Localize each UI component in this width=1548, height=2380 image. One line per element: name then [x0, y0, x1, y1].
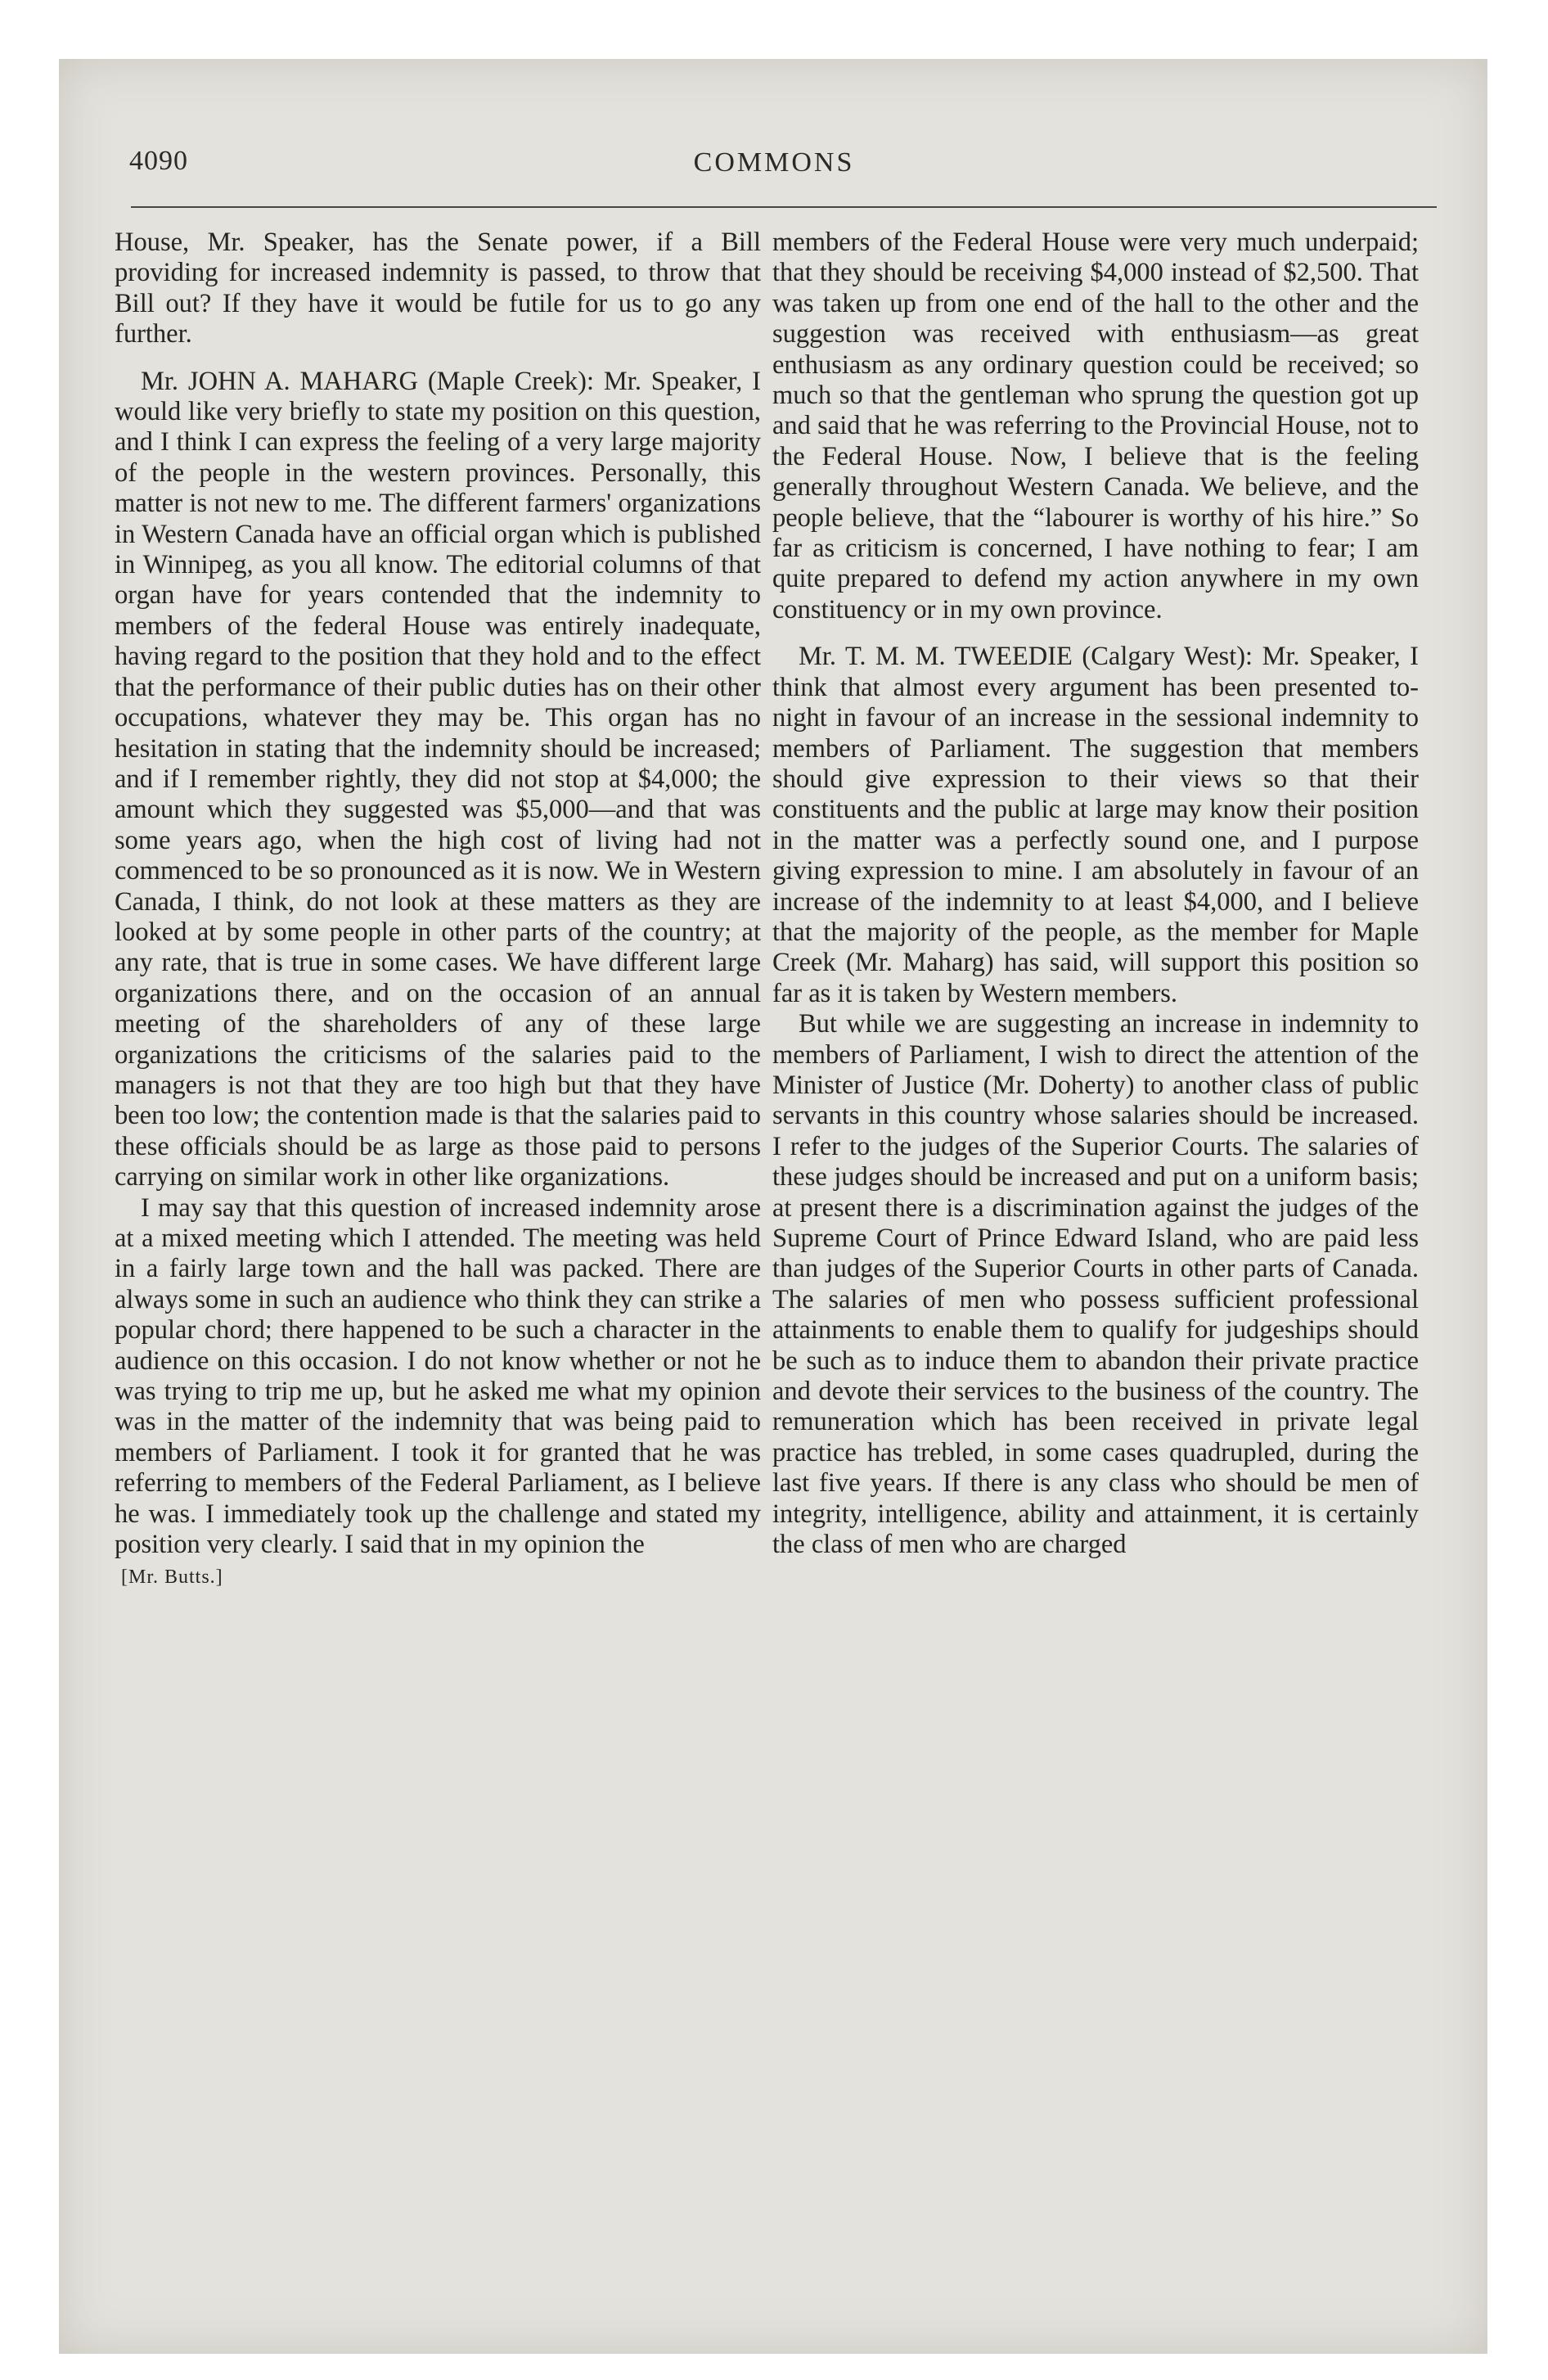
right-column	[772, 228, 1419, 1560]
paragraph-continued: House, Mr. Speaker, has the Senate power, if a Bill providing for increased indemnity is passed, to throw that Bill out? If they have it would be futile for us to go any further.	[115, 228, 761, 349]
header-rule	[131, 206, 1437, 208]
paragraph-continued-right: members of the Federal House were very much underpaid; that they should be receiving $4,000 instead of $2,500. That was taken up from one end of the hall to the other and the suggestion was received with enthusiasm—as great enthusiasm as any ordinary question could be received; so much so that the gentleman who sprung the question got up and said that he was referring to the Provincial House, not to the Federal House. Now, I believe that is the feeling generally throughout Western Canada. We believe, and the people believe, that the “labourer is worthy of his hire.” So far as criticism is concerned, I have nothing to fear; I am quite prepared to defend my action anywhere in my own constituency or in my own province.	[772, 228, 1419, 624]
page-number: 4090	[129, 146, 188, 176]
paragraph-mixed-meeting: I may say that this question of increased indemnity arose at a mixed meeting which I attended. The meeting was held in a fairly large town and the hall was packed. There are always some in such an audience who think they can strike a popular chord; there happened to be such a character in the audience on this occasion. I do not know whether or not he was trying to trip me up, but he asked me what my opinion was in the matter of the indemnity that was being paid to members of Parliament. I took it for granted that he was referring to members of the Federal Parliament, as I believe he was. I immediately took up the challenge and stated my position very clearly. I said that in my opinion the	[115, 1192, 761, 1560]
paragraph-judges-salaries: But while we are suggesting an increase in indemnity to members of Parliament, I wish to direct the attention of the Minister of Justice (Mr. Doherty) to another class of public servants in this country whose salaries should be increased. I refer to the judges of the Superior Courts. The salaries of these judges should be increased and put on a uniform basis; at present there is a discrimination against the judges of the Supreme Court of Prince Edward Island, who are paid less than judges of the Superior Courts in other parts of Canada. The salaries of men who possess sufficient professional attainments to enable them to qualify for judgeships should be such as to induce them to abandon their private practice and devote their services to the business of the country. The remuneration which has been received in private legal practice has trebled, in some cases quadrupled, during the last five years. If there is any class who should be men of integrity, intelligence, ability and attainment, it is certainly the class of men who are charged	[772, 1009, 1419, 1560]
speaker-attribution-footer: [Mr. Butts.]	[121, 1566, 223, 1589]
left-column	[115, 228, 761, 1589]
paragraph-maharg-speech: Mr. JOHN A. MAHARG (Maple Creek): Mr. Speaker, I would like very briefly to state my position on this question, and I think I can express the feeling of a very large majority of the people in the western provinces. Personally, this matter is not new to me. The different farmers' organizations in Western Canada have an official organ which is published in Winnipeg, as you all know. The editorial columns of that organ have for years contended that the indemnity to members of the federal House was entirely inadequate, having regard to the position that they hold and to the effect that the performance of their public duties has on their other occupations, whatever they may be. This organ has no hesitation in stating that the indemnity should be increased; and if I remember rightly, they did not stop at $4,000; the amount which they suggested was $5,000—and that was some years ago, when the high cost of living had not commenced to be so pronounced as it is now. We in Western Canada, I think, do not look at these matters as they are looked at by some people in other parts of the country; at any rate, that is true in some cases. We have different large organizations there, and on the occasion of an annual meeting of the shareholders of any of these large organizations the criticisms of the salaries paid to the managers is not that they are too high but that they have been too low; the contention made is that the salaries paid to these officials should be as large as those paid to persons carrying on similar work in other like organizations.	[115, 366, 761, 1192]
paragraph-tweedie-speech: Mr. T. M. M. TWEEDIE (Calgary West): Mr. Speaker, I think that almost every argument has been presented to-night in favour of an increase in the sessional indemnity to members of Parliament. The suggestion that members should give expression to their views so that their constituents and the public at large may know their position in the matter was a perfectly sound one, and I purpose giving expression to mine. I am absolutely in favour of an increase of the indemnity to at least $4,000, and I believe that the majority of the people, as the member for Maple Creek (Mr. Maharg) has said, will support this position so far as it is taken by Western members.	[772, 642, 1419, 1008]
running-head: COMMONS	[693, 147, 855, 178]
